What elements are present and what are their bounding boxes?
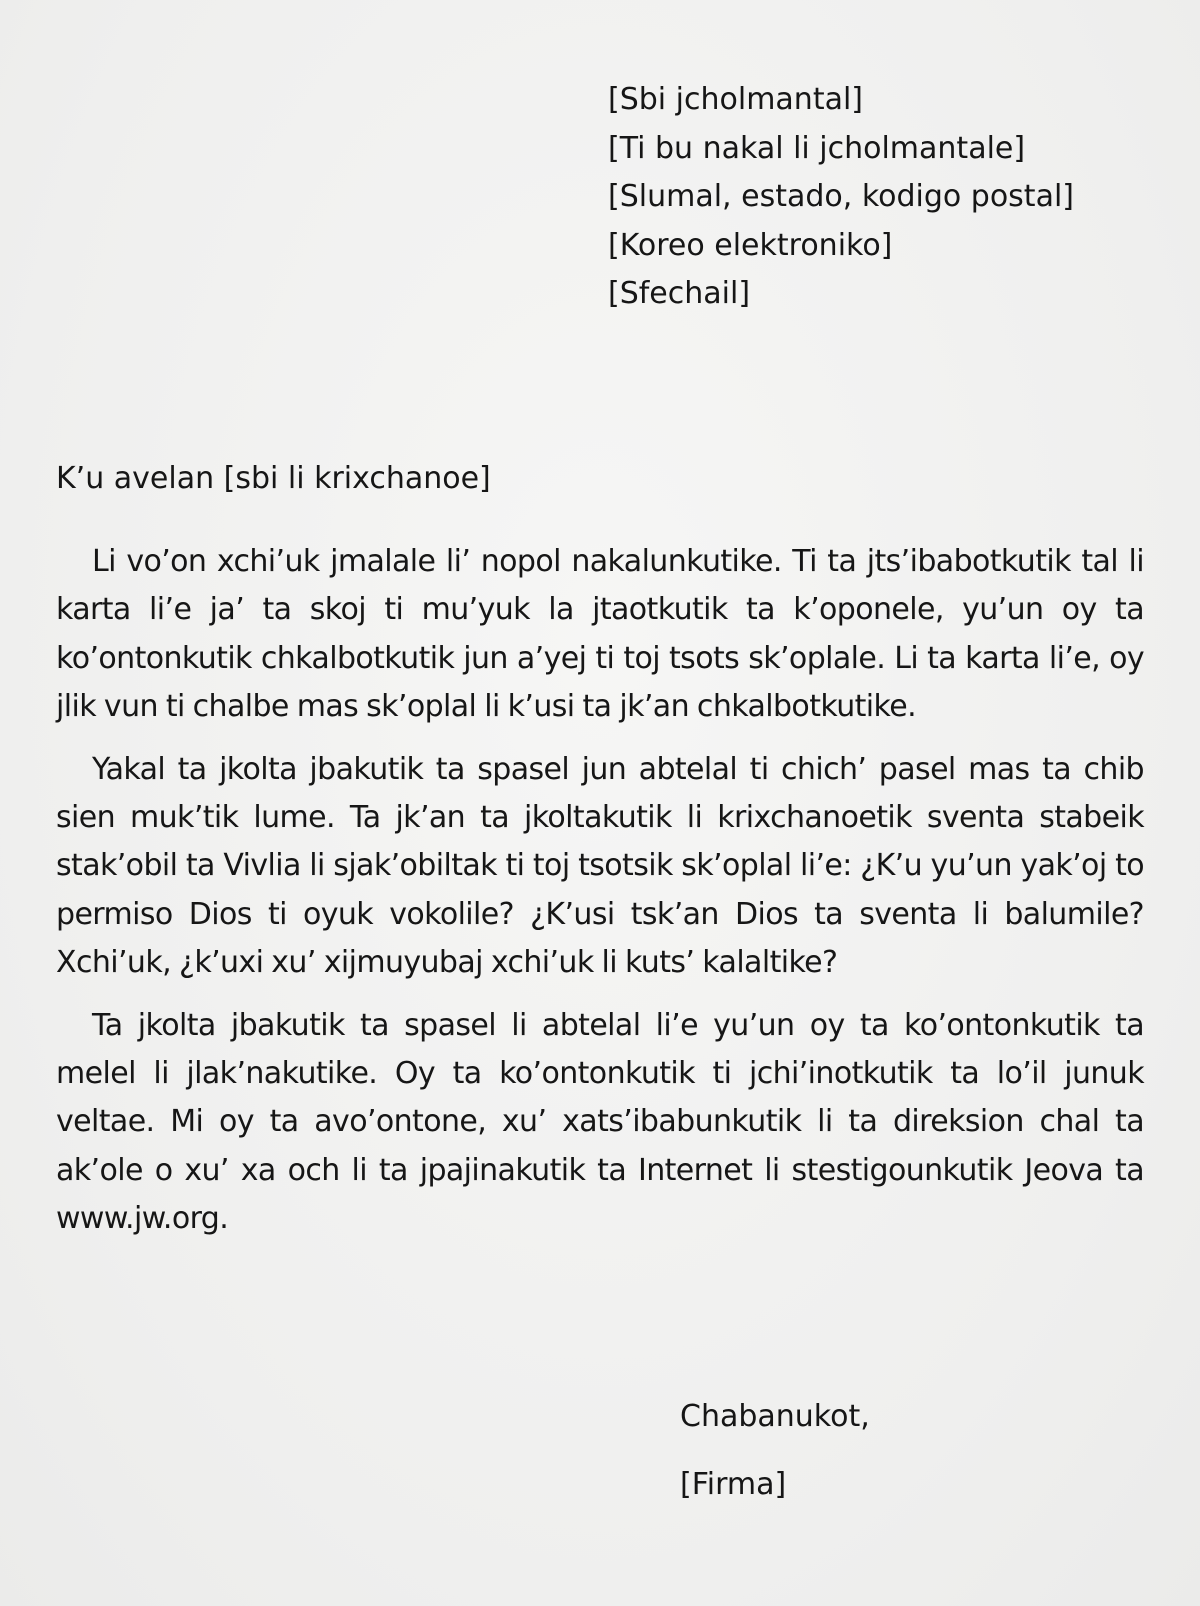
- body-paragraph-1: Li vo’on xchi’uk jmalale li’ nopol nakalunkutike. Ti ta jts’ibabotkutik tal li karta li’e ja’ ta skoj ti mu’yuk la jtaotkutik ta k’oponele, yu’un oy ta ko’ontonkutik chkalbotkutik jun a’yej ti toj tsots sk’oplale. Li ta karta li’e, oy jlik vun ti chalbe mas sk’oplal li k’usi ta jk’an chkalbotkutike.: [56, 544, 1144, 725]
- sender-address-block: [608, 76, 1074, 319]
- sender-street-address: [Ti bu nakal li jcholmantale]: [608, 130, 1026, 166]
- salutation: K’u avelan [sbi li krixchanoe]: [56, 461, 491, 496]
- sender-name: [Sbi jcholmantal]: [608, 82, 863, 117]
- sender-city-state-zip: [Slumal, estado, kodigo postal]: [608, 179, 1074, 214]
- sender-email: [Koreo elektroniko]: [608, 227, 893, 263]
- body-paragraph-3: Ta jkolta jbakutik ta spasel li abtelal li’e yu’un oy ta ko’ontonkutik ta melel li jlak’nakutike. Oy ta ko’ontonkutik ti jchi’inotkutik ta lo’il junuk veltae. Mi oy ta avo’ontone, xu’ xats’ibabunkutik li ta direksion chal ta ak’ole o xu’ xa och li ta jpajinakutik ta Internet li stestigounkutik Jeova ta www.jw.org.: [56, 1007, 1144, 1237]
- closing: Chabanukot,: [680, 1399, 870, 1434]
- letter-body: [56, 538, 1144, 1258]
- signature-placeholder: [Firma]: [680, 1467, 787, 1502]
- letter-date: [Sfechail]: [608, 276, 751, 311]
- body-paragraph-2: Yakal ta jkolta jbakutik ta spasel jun abtelal ti chich’ pasel mas ta chib sien muk’tik lume. Ta jk’an ta jkoltakutik li krixchanoetik sventa stabeik stak’obil ta Vivlia li sjak’obiltak ti toj tsotsik sk’oplal li’e: ¿K’u yu’un yak’oj to permiso Dios ti oyuk vokolile? ¿K’usi tsk’an Dios ta sventa li balumile? Xchi’uk, ¿k’uxi xu’ xijmuyubaj xchi’uk li kuts’ kalaltike?: [56, 751, 1144, 981]
